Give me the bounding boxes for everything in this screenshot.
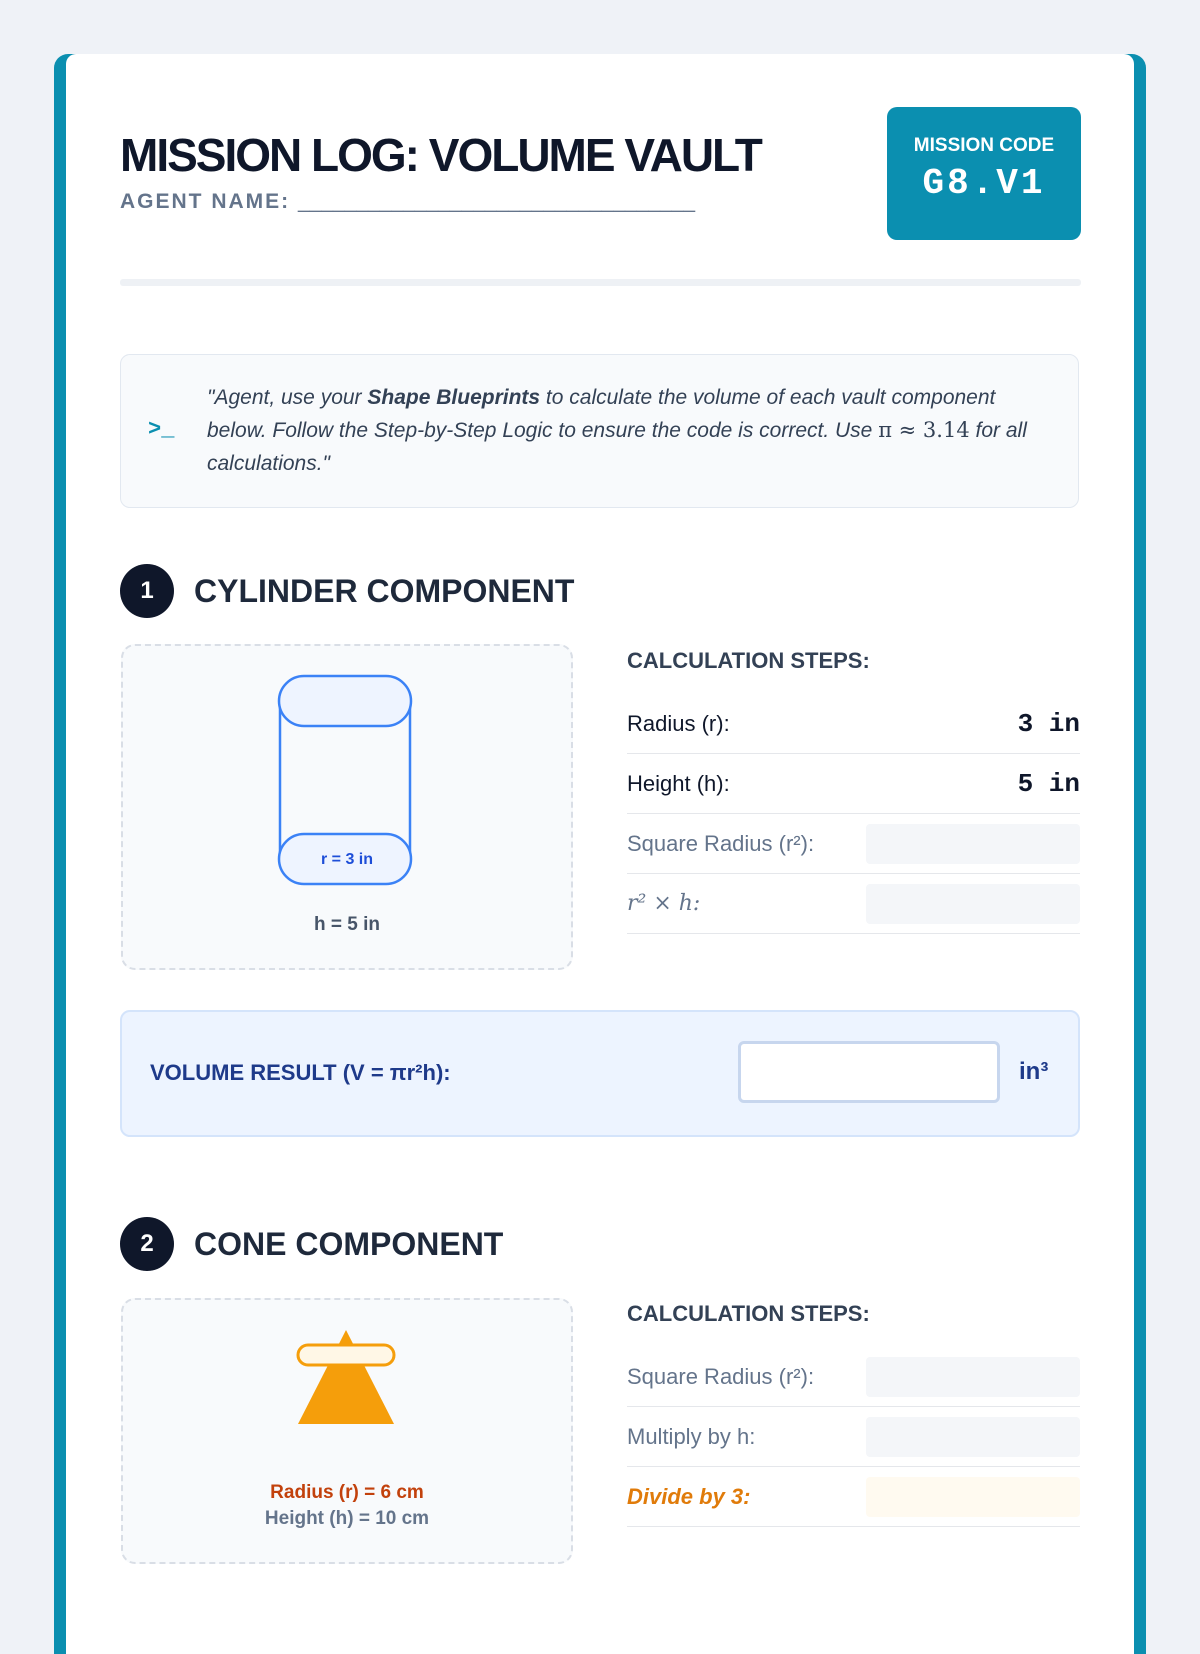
divide-by-3-label: Divide by 3: (627, 1483, 751, 1509)
cylinder-height-caption: h = 5 in (314, 914, 380, 935)
square-radius-answer-box[interactable] (866, 824, 1080, 864)
height-label: Height (h): (627, 770, 730, 796)
cone-radius-caption: Radius (r) = 6 cm (270, 1482, 424, 1503)
cone-section-header (120, 1217, 503, 1271)
cone-step-multiply-h (627, 1407, 1080, 1467)
cone-steps (627, 1301, 1080, 1527)
cone-height-caption: Height (h) = 10 cm (264, 1508, 430, 1529)
briefing-text-end: for all calculations." (207, 419, 1027, 475)
cylinder-step-r2-times-h (627, 874, 1080, 934)
height-value: 5 in (1017, 768, 1080, 799)
mission-code-badge (887, 107, 1081, 240)
agent-name-blank: __________________________________ (298, 190, 696, 213)
cylinder-volume-result (120, 1010, 1080, 1137)
cylinder-steps-title: CALCULATION STEPS: (627, 648, 870, 673)
briefing-box (120, 354, 1079, 508)
volume-result-unit: in³ (1019, 1058, 1049, 1085)
briefing-bold: Shape Blueprints (367, 386, 541, 409)
briefing-text-start: "Agent, use your (207, 386, 368, 409)
cylinder-steps (627, 648, 1080, 934)
cone-step-square-radius (627, 1347, 1080, 1407)
r2-times-h-answer-box[interactable] (866, 884, 1080, 924)
cone-steps-title: CALCULATION STEPS: (627, 1301, 870, 1326)
briefing-pi-expression: π ≈ 3.14 (878, 418, 970, 442)
cone-drawing (123, 1300, 571, 1460)
cylinder-diagram (121, 644, 573, 970)
cylinder-section-header (120, 564, 574, 618)
volume-result-input[interactable] (738, 1041, 1000, 1103)
briefing-text (207, 381, 1047, 480)
cone-top-ellipse (298, 1345, 394, 1365)
cone-square-radius-answer-box[interactable] (866, 1357, 1080, 1397)
mission-code-label: MISSION CODE (913, 135, 1055, 156)
cylinder-top-cap (279, 676, 411, 726)
cone-diagram (121, 1298, 573, 1564)
cylinder-section-title: CYLINDER COMPONENT (194, 572, 575, 609)
multiply-by-h-answer-box[interactable] (866, 1417, 1080, 1457)
agent-name-line (120, 190, 695, 214)
cylinder-radius-caption: r = 3 in (320, 851, 374, 868)
cone-square-radius-label: Square Radius (r²): (627, 1363, 815, 1389)
terminal-prompt-icon: >_ (148, 417, 175, 442)
agent-name-label: AGENT NAME: (120, 190, 291, 213)
cylinder-step-radius (627, 694, 1080, 754)
square-radius-label: Square Radius (r²): (627, 830, 815, 856)
cone-step-divide-3 (627, 1467, 1080, 1527)
page-title: MISSION LOG: VOLUME VAULT (120, 129, 761, 181)
multiply-by-h-label: Multiply by h: (627, 1423, 756, 1449)
section-number-badge: 2 (120, 1217, 174, 1271)
cone-section-title: CONE COMPONENT (194, 1225, 504, 1262)
mission-code-value: G8.V1 (922, 163, 1046, 204)
briefing-text-middle: to calculate the volume of each vault component below. Follow the Step-by-Step Logic to ensure the code is correct. Use (207, 386, 996, 442)
section-number-badge: 1 (120, 564, 174, 618)
volume-result-label: VOLUME RESULT (V = πr²h): (150, 1060, 451, 1085)
radius-value: 3 in (1017, 708, 1080, 739)
divide-by-3-answer-box[interactable] (866, 1477, 1080, 1517)
cylinder-step-height (627, 754, 1080, 814)
header-divider (120, 279, 1081, 286)
radius-label: Radius (r): (627, 710, 730, 736)
cylinder-step-square-radius (627, 814, 1080, 874)
r2-times-h-label: r² × h: (627, 891, 701, 916)
